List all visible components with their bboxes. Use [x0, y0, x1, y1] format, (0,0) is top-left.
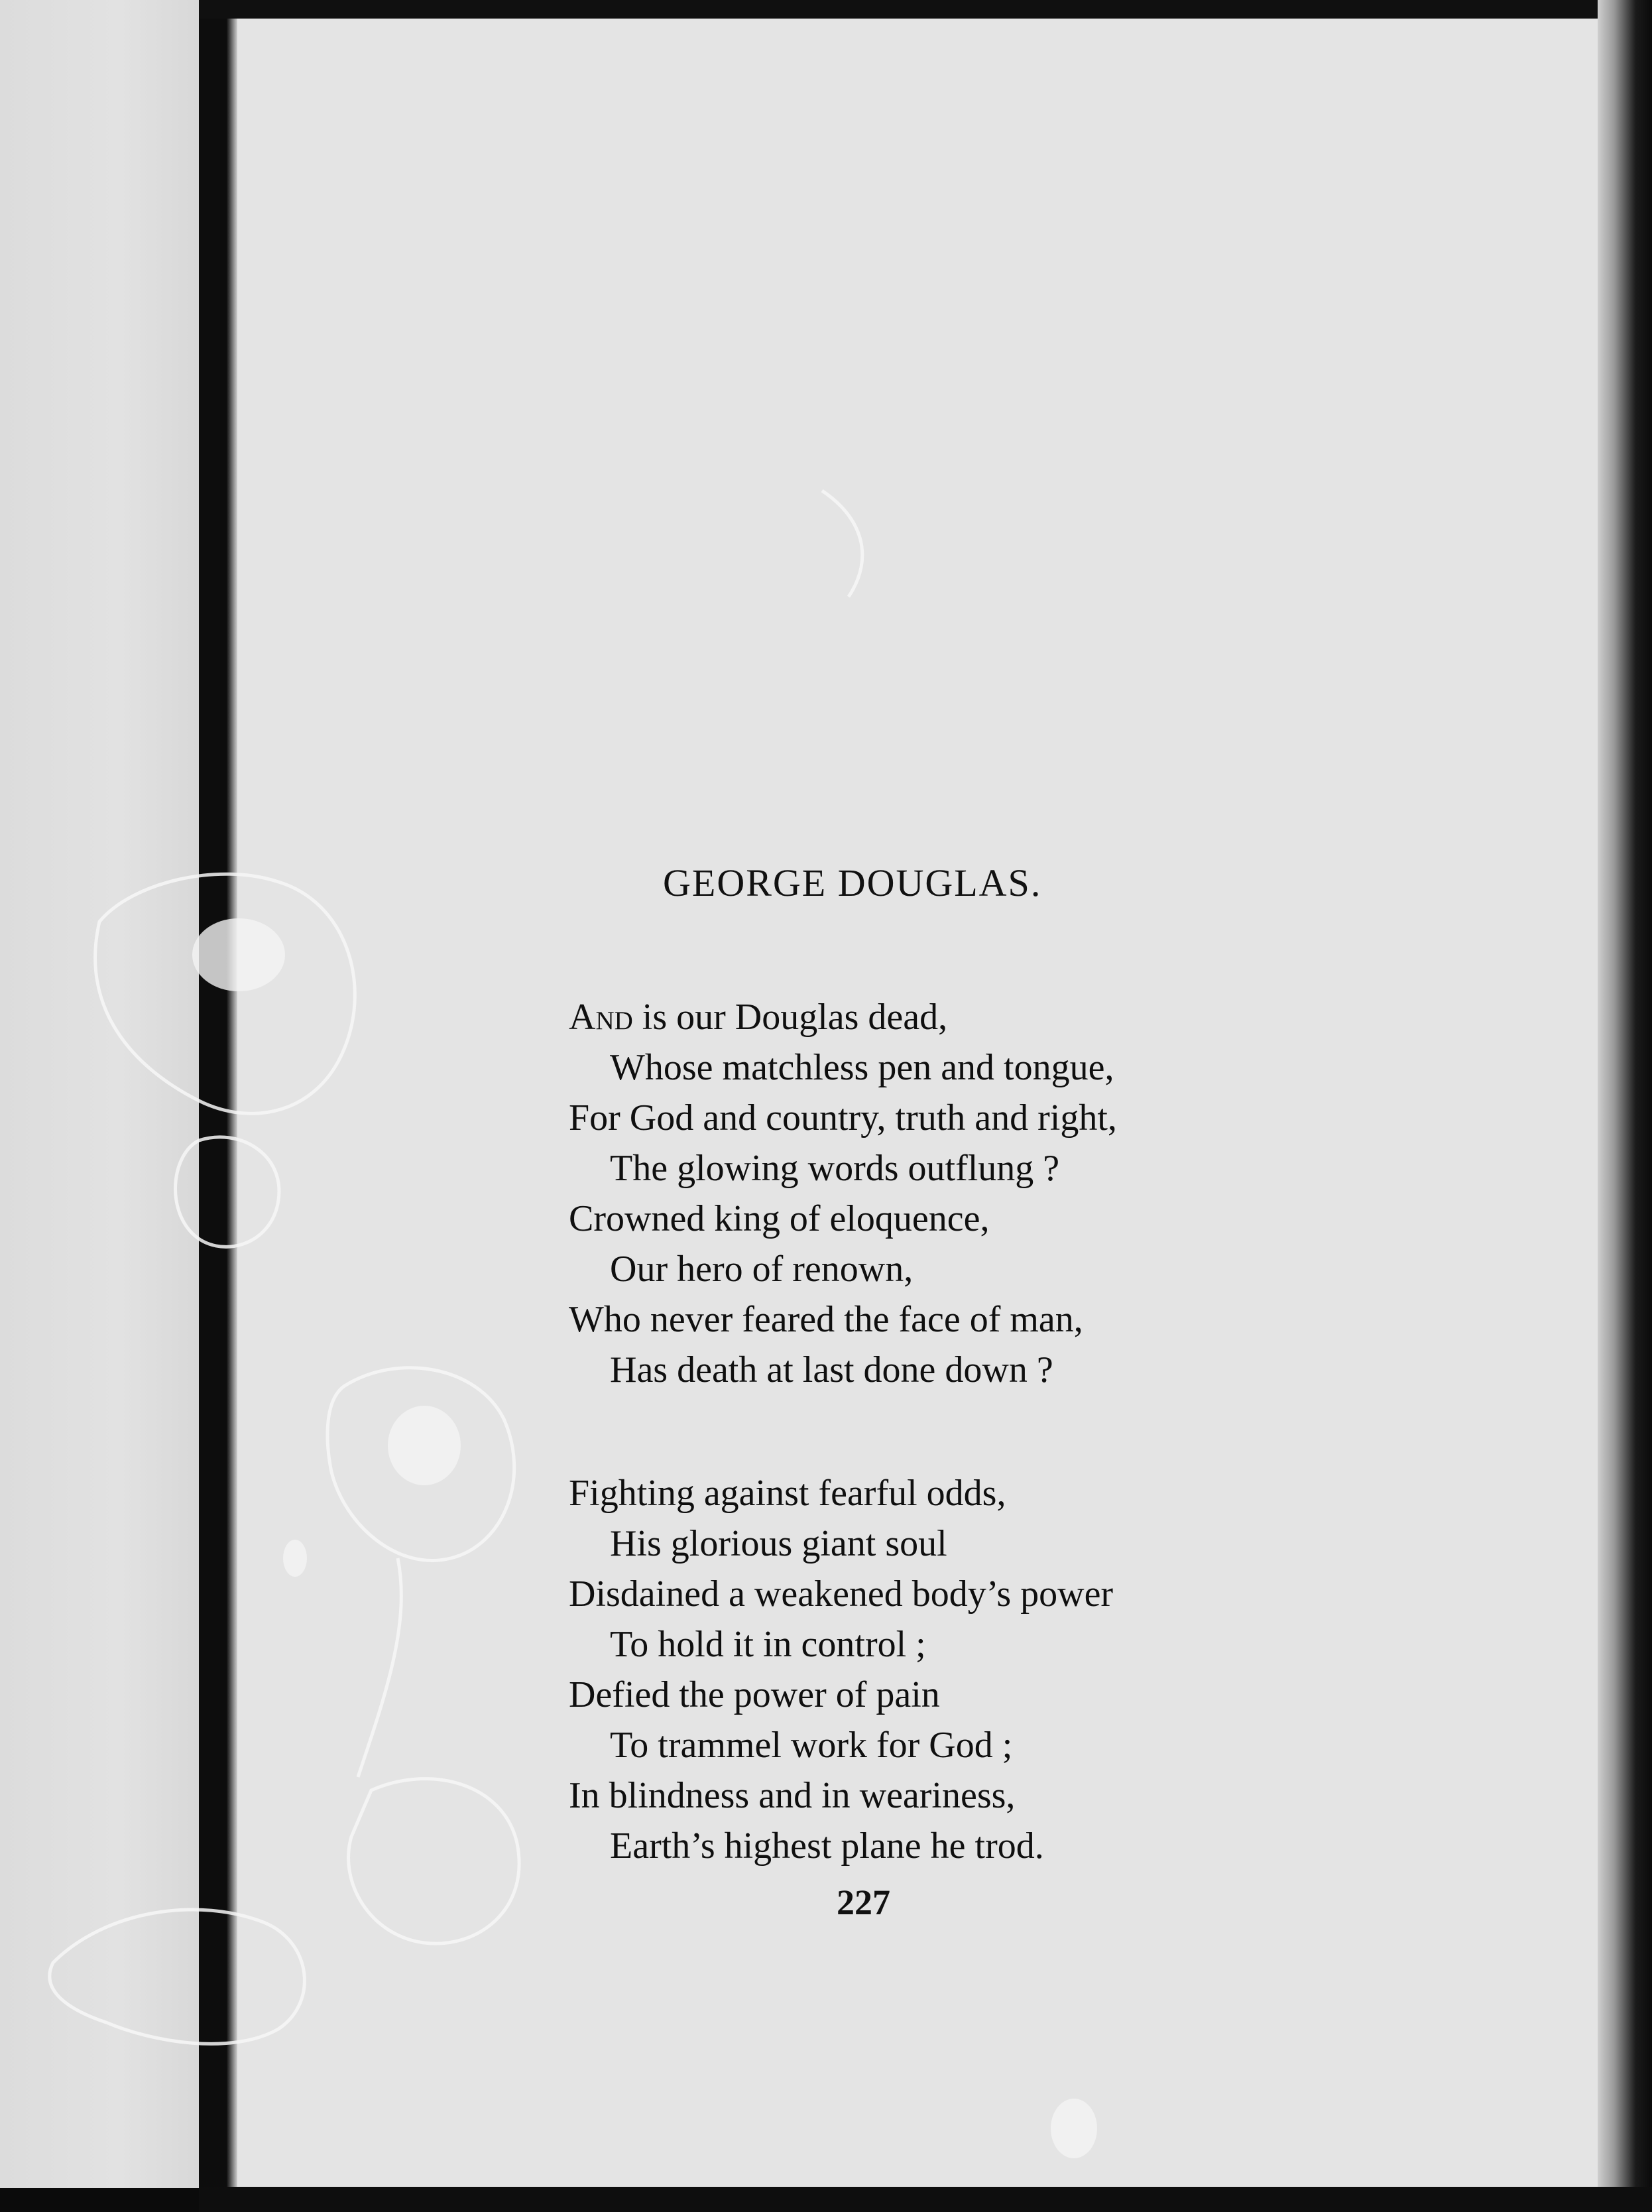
poem-line: Crowned king of eloquence,: [569, 1198, 990, 1239]
poem-line: Earth’s highest plane he trod.: [610, 1825, 1044, 1867]
poem-line: Defied the power of pain: [569, 1674, 940, 1715]
bottom-scan-border: [199, 2187, 1652, 2212]
top-scan-border: [199, 0, 1652, 19]
poem-line: The glowing words outflung ?: [610, 1148, 1060, 1189]
opening-word: And: [569, 997, 633, 1038]
poem-line: And is our Douglas dead,: [569, 997, 948, 1038]
poem-line: To hold it in control ;: [610, 1624, 926, 1665]
poem-line: Disdained a weakened body’s power: [569, 1573, 1114, 1615]
gutter-shadow: [227, 0, 237, 2212]
poem-line: To trammel work for God ;: [610, 1725, 1013, 1766]
poem-line: Has death at last done down ?: [610, 1349, 1053, 1390]
page-number: 227: [837, 1882, 890, 1922]
poem-line: Fighting against fearful odds,: [569, 1473, 1006, 1514]
poem-line: In blindness and in weariness,: [569, 1775, 1016, 1816]
poem-line: Who never feared the face of man,: [569, 1299, 1083, 1340]
right-page-edge: [1598, 0, 1652, 2212]
poem-stanza-2: [569, 1468, 1298, 1871]
poem-stanza-1: [569, 992, 1298, 1395]
poem-title: GEORGE DOUGLAS.: [663, 861, 1042, 904]
poem-line: For God and country, truth and right,: [569, 1097, 1117, 1138]
poem-line: His glorious giant soul: [610, 1523, 947, 1564]
poem-line: Our hero of renown,: [610, 1249, 914, 1290]
poem-line: Whose matchless pen and tongue,: [610, 1047, 1114, 1088]
left-page-edge: [0, 0, 199, 2188]
